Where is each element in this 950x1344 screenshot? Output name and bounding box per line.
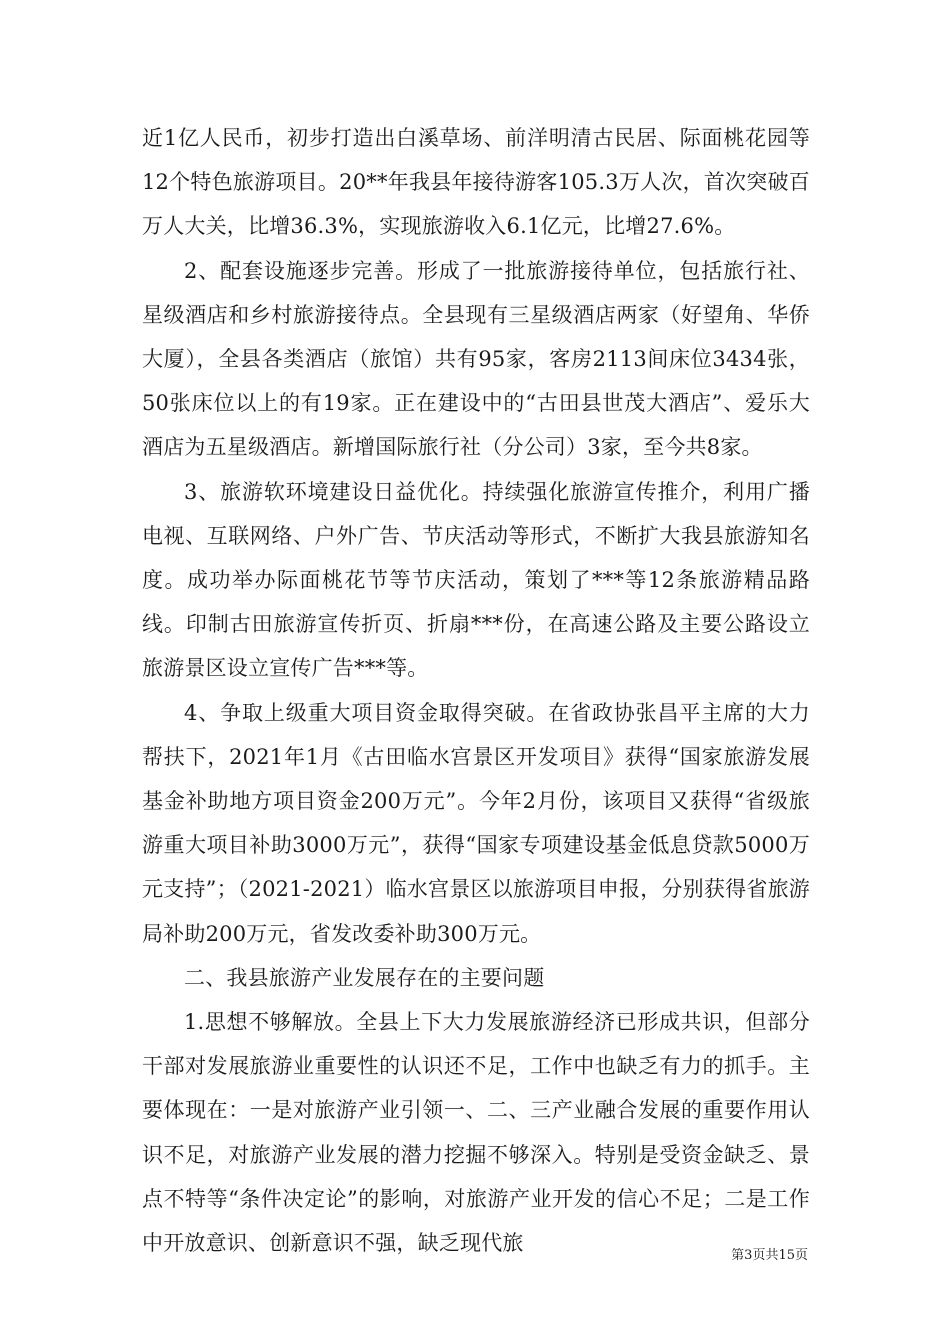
paragraph-mindset: 1.思想不够解放。全县上下大力发展旅游经济已形成共识，但部分干部对发展旅游业重要性的认识还不足，工作中也缺乏有力的抓手。主要体现在：一是对旅游产业引领一、二、三产业融合发展的重要作用认识不足，对旅游产业发展的潜力挖掘不够深入。特别是受资金缺乏、景点不特等“条件决定论”的影响，对旅游产业开发的信心不足；二是工作中开放意识、创新意识不强，缺乏现代旅	[142, 1010, 810, 1256]
document-body	[142, 116, 810, 1265]
page-number-footer: 第3页共15页	[731, 1248, 808, 1263]
paragraph-soft-environment: 3、旅游软环境建设日益优化。持续强化旅游宣传推介，利用广播电视、互联网络、户外广告、节庆活动等形式，不断扩大我县旅游知名度。成功举办际面桃花节等节庆活动，策划了***等12条旅游精品路线。印制古田旅游宣传折页、折扇***份，在高速公路及主要公路设立旅游景区设立宣传广告***等。	[142, 479, 810, 681]
paragraph-tourism-projects: 近1亿人民币，初步打造出白溪草场、前洋明清古民居、际面桃花园等12个特色旅游项目。20**年我县年接待游客105.3万人次，首次突破百万人大关，比增36.3%，实现旅游收入6.1亿元，比增27.6%。	[142, 126, 810, 239]
section-heading-problems: 二、我县旅游产业发展存在的主要问题	[184, 965, 545, 990]
paragraph-facilities: 2、配套设施逐步完善。形成了一批旅游接待单位，包括旅行社、星级酒店和乡村旅游接待点。全县现有三星级酒店两家（好望角、华侨大厦），全县各类酒店（旅馆）共有95家，客房2113间床位3434张，50张床位以上的有19家。正在建设中的“古田县世茂大酒店”、爱乐大酒店为五星级酒店。新增国际旅行社（分公司）3家，至今共8家。	[142, 258, 810, 460]
paragraph-funding-breakthrough: 4、争取上级重大项目资金取得突破。在省政协张昌平主席的大力帮扶下，2021年1月《古田临水宫景区开发项目》获得“国家旅游发展基金补助地方项目资金200万元”。今年2月份，该项目又获得“省级旅游重大项目补助3000万元”，获得“国家专项建设基金低息贷款5000万元支持”；（2021-2021）临水宫景区以旅游项目申报，分别获得省旅游局补助200万元，省发改委补助300万元。	[142, 700, 810, 946]
